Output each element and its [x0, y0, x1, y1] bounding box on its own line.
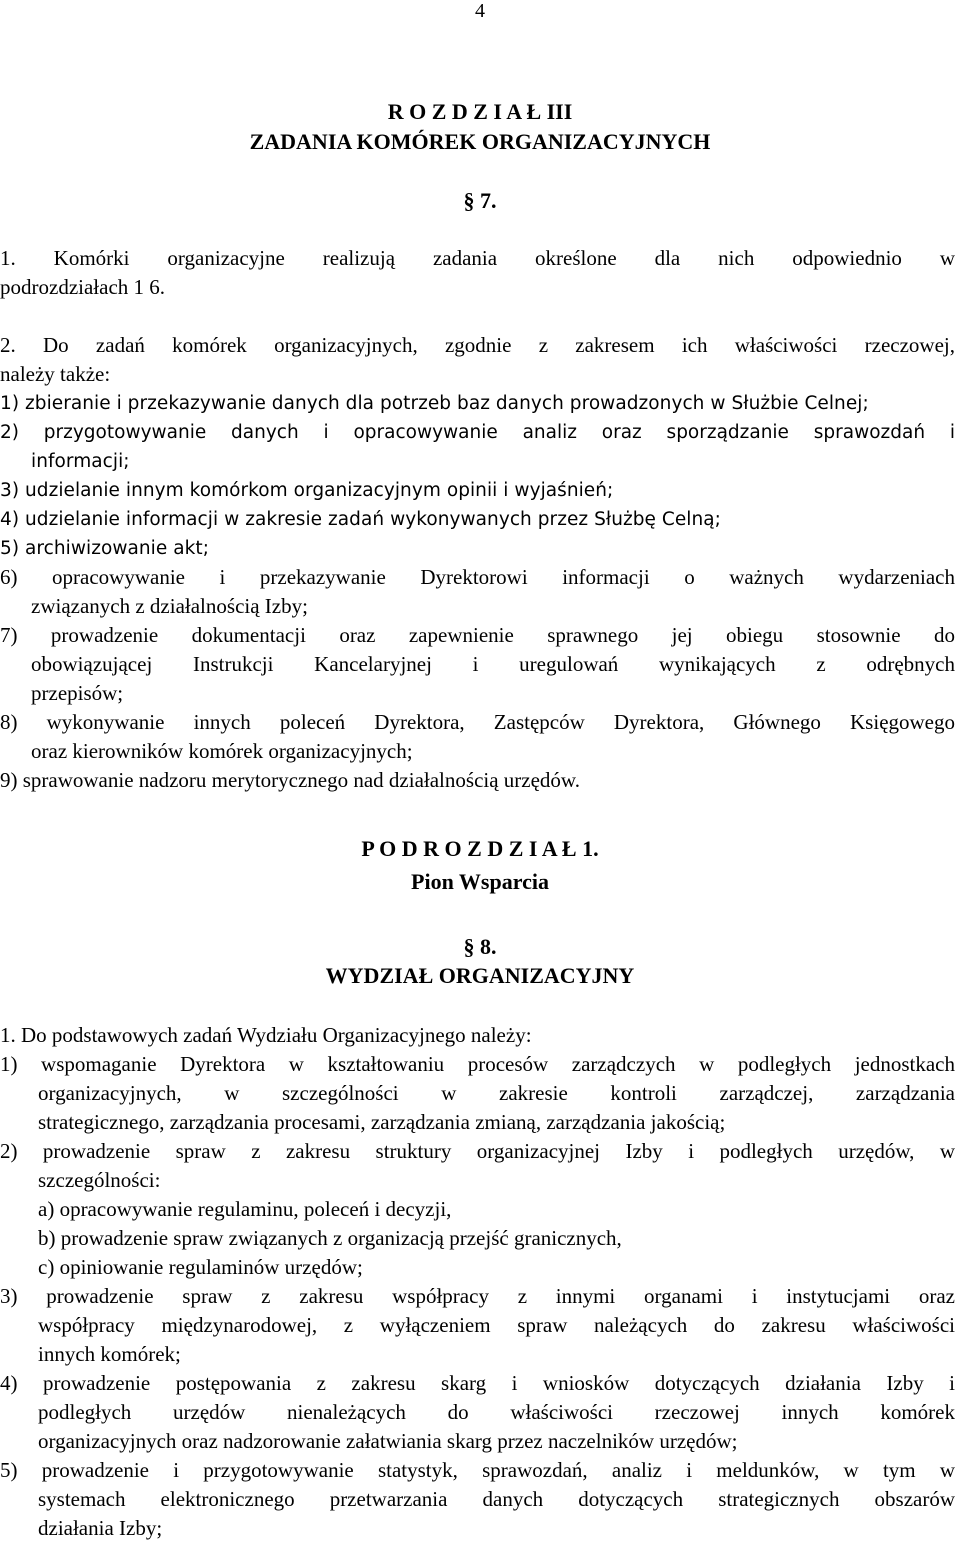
list-item: 4) prowadzenie postępowania z zakresu skarg i wniosków dotyczących działania Izby i: [0, 1371, 955, 1395]
section-8-heading: § 8.: [463, 934, 497, 959]
list-item: 1) zbieranie i przekazywanie danych dla potrzeb baz danych prowadzonych w Służbie Celnej;: [0, 393, 869, 414]
sub-list-item: a) opracowywanie regulaminu, poleceń i decyzji,: [38, 1197, 452, 1221]
list-item-continuation: obowiązującej Instrukcji Kancelaryjnej i uregulowań wynikających z odrębnych: [31, 652, 955, 676]
list-item-continuation: szczególności:: [38, 1168, 161, 1192]
list-item-continuation: systemach elektronicznego przetwarzania danych dotyczących strategicznych obszarów: [38, 1487, 955, 1511]
list-item: 3) udzielanie innym komórkom organizacyjnym opinii i wyjaśnień;: [0, 480, 614, 501]
page-number: 4: [475, 0, 485, 22]
list-item: 1) wspomaganie Dyrektora w kształtowaniu procesów zarządczych w podległych jednostkach: [0, 1052, 955, 1076]
list-item: 6) opracowywanie i przekazywanie Dyrektorowi informacji o ważnych wydarzeniach: [0, 565, 955, 589]
chapter-label: R O Z D Z I A Ł III: [387, 99, 573, 124]
subchapter-title: Pion Wsparcia: [411, 869, 549, 894]
sub-list-item: c) opiniowanie regulaminów urzędów;: [38, 1255, 363, 1279]
list-item-continuation: organizacyjnych, w szczególności w zakresie kontroli zarządczej, zarządzania: [38, 1081, 955, 1105]
paragraph-7-2-line-1: 2. Do zadań komórek organizacyjnych, zgodnie z zakresem ich właściwości rzeczowej,: [0, 333, 955, 357]
list-item-continuation: związanych z działalnością Izby;: [31, 594, 308, 618]
paragraph-8-1-intro: 1. Do podstawowych zadań Wydziału Organizacyjnego należy:: [0, 1023, 532, 1047]
list-item-continuation: organizacyjnych oraz nadzorowanie załatwiania skarg przez naczelników urzędów;: [38, 1429, 738, 1453]
list-item-continuation: współpracy międzynarodowej, z wyłączeniem spraw należących do zakresu właściwości: [38, 1313, 955, 1337]
list-item: 8) wykonywanie innych poleceń Dyrektora, Zastępców Dyrektora, Głównego Księgowego: [0, 710, 955, 734]
subchapter-label: P O D R O Z D Z I A Ł 1.: [361, 836, 599, 861]
list-item: 7) prowadzenie dokumentacji oraz zapewnienie sprawnego jej obiegu stosownie do: [0, 623, 955, 647]
list-item-continuation: oraz kierowników komórek organizacyjnych;: [31, 739, 413, 763]
list-item-continuation: informacji;: [31, 451, 130, 472]
list-item: 5) prowadzenie i przygotowywanie statystyk, sprawozdań, analiz i meldunków, w tym w: [0, 1458, 955, 1482]
list-item-continuation: przepisów;: [31, 681, 124, 705]
paragraph-7-1-line-1: 1. Komórki organizacyjne realizują zadania określone dla nich odpowiednio w: [0, 246, 955, 270]
list-item-continuation: podległych urzędów nienależących do właściwości rzeczowej innych komórek: [38, 1400, 955, 1424]
paragraph-7-2-line-2: należy także:: [0, 362, 111, 386]
list-item: 4) udzielanie informacji w zakresie zadań wykonywanych przez Służbę Celną;: [0, 509, 721, 530]
sub-list-item: b) prowadzenie spraw związanych z organizacją przejść granicznych,: [38, 1226, 622, 1250]
list-item: 9) sprawowanie nadzoru merytorycznego nad działalnością urzędów.: [0, 768, 580, 792]
section-7-heading: § 7.: [463, 188, 497, 213]
list-item: 2) przygotowywanie danych i opracowywanie analiz oraz sporządzanie sprawozdań i: [0, 422, 955, 443]
list-item-continuation: strategicznego, zarządzania procesami, zarządzania zmianą, zarządzania jakością;: [38, 1110, 726, 1134]
paragraph-7-1-line-2: podrozdziałach 1 6.: [0, 275, 166, 299]
department-title: WYDZIAŁ ORGANIZACYJNY: [325, 963, 635, 988]
chapter-title: ZADANIA KOMÓREK ORGANIZACYJNYCH: [249, 129, 711, 154]
list-item: 3) prowadzenie spraw z zakresu współpracy z innymi organami i instytucjami oraz: [0, 1284, 955, 1308]
list-item-continuation: działania Izby;: [38, 1516, 163, 1540]
list-item: 5) archiwizowanie akt;: [0, 538, 209, 559]
list-item: 2) prowadzenie spraw z zakresu struktury organizacyjnej Izby i podległych urzędów, w: [0, 1139, 955, 1163]
list-item-continuation: innych komórek;: [38, 1342, 181, 1366]
